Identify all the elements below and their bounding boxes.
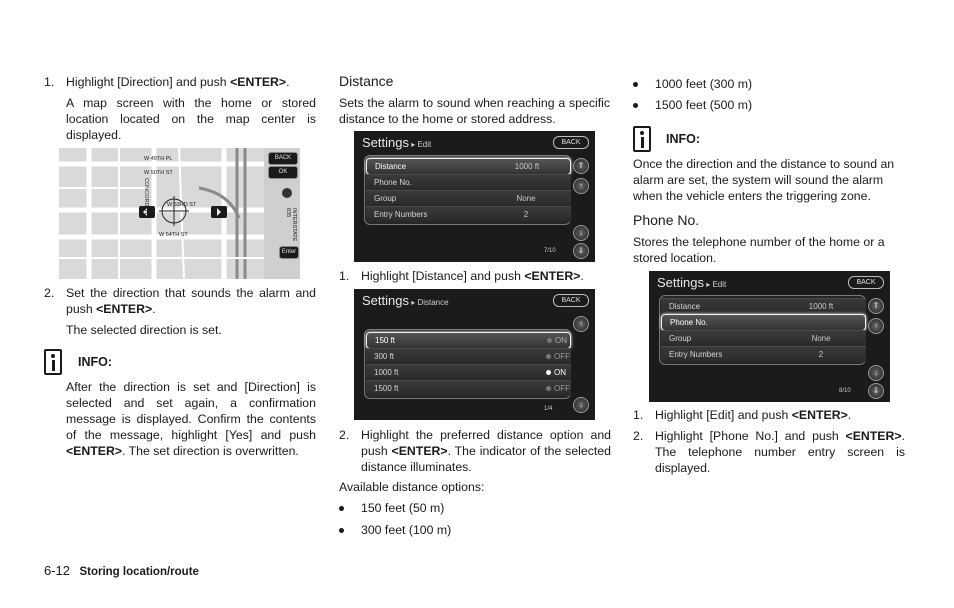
menu-row-group[interactable]	[366, 190, 571, 206]
step-text	[655, 428, 905, 476]
info-label: INFO:	[78, 355, 113, 369]
step-text-pre: Highlight [Phone No.] and push	[655, 429, 846, 443]
step-text-pre: Highlight [Edit] and push	[655, 408, 792, 422]
screen-subtitle: Edit	[712, 280, 727, 289]
settings-phone-screen	[649, 271, 890, 402]
bullet-text: 1000 feet (300 m)	[655, 77, 753, 91]
screen-subtitle: Distance	[417, 298, 449, 307]
row-label: Distance	[375, 162, 407, 171]
option-row-1500[interactable]	[366, 380, 571, 396]
step-text-pre: Set the direction that sounds the alarm and push	[66, 286, 316, 316]
menu-row-group[interactable]	[661, 330, 866, 346]
row-label: Group	[374, 194, 397, 203]
menu-row-phone[interactable]	[661, 314, 866, 331]
street-label: INTERSTATE 635	[285, 208, 297, 242]
row-value: 2	[818, 350, 824, 359]
menu-row-entry[interactable]	[661, 346, 866, 362]
step-text-pre: Highlight [Distance] and push	[361, 269, 525, 283]
step-text-post: .	[286, 75, 290, 89]
settings-distance-screen	[354, 289, 595, 420]
street-label: CONCORD ST	[143, 178, 149, 215]
step-number: 2.	[633, 429, 644, 443]
step-text-post: .	[847, 408, 852, 422]
settings-edit-screen	[354, 131, 595, 262]
option-row-150[interactable]	[366, 332, 571, 349]
phone-heading: Phone No.	[633, 212, 700, 228]
back-button[interactable]: BACK	[553, 136, 589, 149]
screen-title-text: Settings	[362, 135, 409, 150]
enter-key-label: <ENTER>	[66, 444, 123, 458]
row-label: Entry Numbers	[669, 350, 723, 359]
step-number: 1.	[339, 269, 350, 283]
screen-title: Settings ▸ Distance	[362, 293, 449, 308]
bullet-text: 1500 feet (500 m)	[655, 98, 753, 112]
scroll-bottom-icon[interactable]: ⇓	[573, 243, 589, 259]
bullet-dot	[339, 506, 344, 511]
radio-indicator	[546, 386, 551, 391]
info-icon	[633, 126, 651, 152]
enter-key-label: <ENTER>	[391, 444, 448, 458]
footer	[44, 563, 344, 580]
col3-info-text: Once the direction and the distance to sound an alarm are set, the system will sound the alarm when the vehicle enters the triggering zone.	[633, 157, 895, 203]
back-button[interactable]: BACK	[268, 152, 298, 165]
option-row-1000[interactable]	[366, 364, 571, 380]
back-button[interactable]: BACK	[848, 276, 884, 289]
row-label: Phone No.	[374, 178, 412, 187]
col1-info-text	[66, 379, 316, 459]
option-label: 150 ft	[375, 336, 396, 345]
info-label: INFO:	[666, 132, 701, 146]
menu-row-distance[interactable]	[366, 158, 571, 175]
page-indicator: 8/10	[839, 388, 851, 394]
avail-label: Available distance options:	[339, 480, 485, 494]
info-text-post: . The set direction is overwritten.	[122, 444, 299, 458]
scroll-down-icon[interactable]: ↓	[573, 397, 589, 413]
row-value: None	[516, 194, 536, 203]
row-value: None	[811, 334, 831, 343]
page-indicator: 1/4	[544, 406, 553, 412]
info-text: After the direction is set and [Direction] is selected and set again, a confirmation message is displayed. Confirm the contents of the message, highlight [Yes] and push	[66, 380, 316, 442]
scroll-down-icon[interactable]: ↓	[573, 225, 589, 241]
option-label: 1000 ft	[374, 368, 399, 377]
scroll-top-icon[interactable]: ⇑	[868, 298, 884, 314]
row-label: Group	[669, 334, 692, 343]
col3-para: Stores the telephone number of the home or a stored location.	[633, 235, 885, 265]
option-label: 300 ft	[374, 352, 395, 361]
back-button[interactable]: BACK	[553, 294, 589, 307]
enter-key-label: <ENTER>	[524, 269, 581, 283]
bullet-text: 150 feet (50 m)	[361, 501, 445, 515]
scroll-up-icon[interactable]: ↑	[573, 178, 589, 194]
step-text-pre: Highlight the preferred distance option and push	[361, 428, 611, 458]
row-value: 1000 ft	[514, 162, 540, 171]
step-text-post: .	[152, 302, 156, 316]
enter-key-label: <ENTER>	[845, 429, 902, 443]
step-text-post: . The indicator of the selected distance illuminates.	[361, 444, 611, 474]
radio-indicator	[547, 338, 552, 343]
step-text	[361, 268, 611, 284]
step-text-post: . The telephone number entry screen is displayed.	[655, 429, 905, 475]
enter-button[interactable]: Enter	[279, 246, 299, 259]
enter-key-label: <ENTER>	[791, 408, 848, 422]
scroll-down-icon[interactable]: ↓	[868, 365, 884, 381]
page-number: 6-12	[44, 563, 71, 578]
ok-button[interactable]: OK	[268, 166, 298, 179]
radio-indicator	[546, 370, 551, 375]
step-text	[66, 285, 316, 317]
row-label: Distance	[669, 302, 701, 311]
bullet-dot	[633, 103, 638, 108]
street-label: W 54TH ST	[159, 232, 188, 238]
step-text-pre: Highlight [Direction] and push	[66, 75, 231, 89]
step-text	[361, 427, 611, 475]
row-label: Entry Numbers	[374, 210, 428, 219]
info-icon	[44, 349, 62, 375]
col1-step1-para: A map screen with the home or stored location located on the map center is displayed.	[66, 96, 316, 142]
option-state: ON	[554, 368, 566, 377]
street-label: W 50TH ST	[144, 170, 173, 176]
step-number: 1.	[633, 408, 644, 422]
step-text	[66, 74, 316, 90]
step-number: 2.	[339, 428, 350, 442]
step-number: 2.	[44, 286, 55, 300]
scroll-top-icon[interactable]: ⇑	[573, 158, 589, 174]
row-value: 2	[523, 210, 529, 219]
map-screen	[59, 148, 300, 279]
col2-para: Sets the alarm to sound when reaching a specific distance to the home or stored address.	[339, 96, 610, 126]
scroll-up-icon[interactable]: ↑	[573, 316, 589, 332]
option-label: 1500 ft	[374, 384, 399, 393]
scroll-up-icon[interactable]: ↑	[868, 318, 884, 334]
col1-step2-para: The selected direction is set.	[66, 323, 222, 337]
menu-row-entry[interactable]	[366, 206, 571, 222]
bullet-dot	[339, 528, 344, 533]
option-state: ON	[555, 336, 567, 345]
enter-key-label: <ENTER>	[230, 75, 287, 89]
screen-title: Settings ▸ Edit	[657, 275, 727, 290]
step-text-post: .	[580, 269, 584, 283]
screen-subtitle: Edit	[417, 140, 432, 149]
step-number: 1.	[44, 75, 55, 89]
street-label: W 49TH PL	[144, 156, 173, 162]
option-row-300[interactable]	[366, 348, 571, 364]
enter-key-label: <ENTER>	[96, 302, 153, 316]
scroll-bottom-icon[interactable]: ⇓	[868, 383, 884, 399]
menu-row-distance[interactable]	[661, 298, 866, 314]
option-state: OFF	[554, 384, 570, 393]
row-label: Phone No.	[670, 318, 708, 327]
row-value: 1000 ft	[808, 302, 834, 311]
screen-title-text: Settings	[362, 293, 409, 308]
page-indicator: 7/10	[544, 248, 556, 254]
screen-title: Settings ▸ Edit	[362, 135, 432, 150]
map-roads	[59, 148, 300, 279]
bullet-text: 300 feet (100 m)	[361, 523, 452, 537]
distance-heading: Distance	[339, 73, 394, 89]
screen-title-text: Settings	[657, 275, 704, 290]
bullet-dot	[633, 82, 638, 87]
step-text	[655, 407, 905, 423]
section-title: Storing location/route	[79, 566, 199, 578]
menu-row-phone[interactable]	[366, 174, 571, 190]
radio-indicator	[546, 354, 551, 359]
street-label: W 53RD ST	[167, 202, 197, 208]
option-state: OFF	[554, 352, 570, 361]
